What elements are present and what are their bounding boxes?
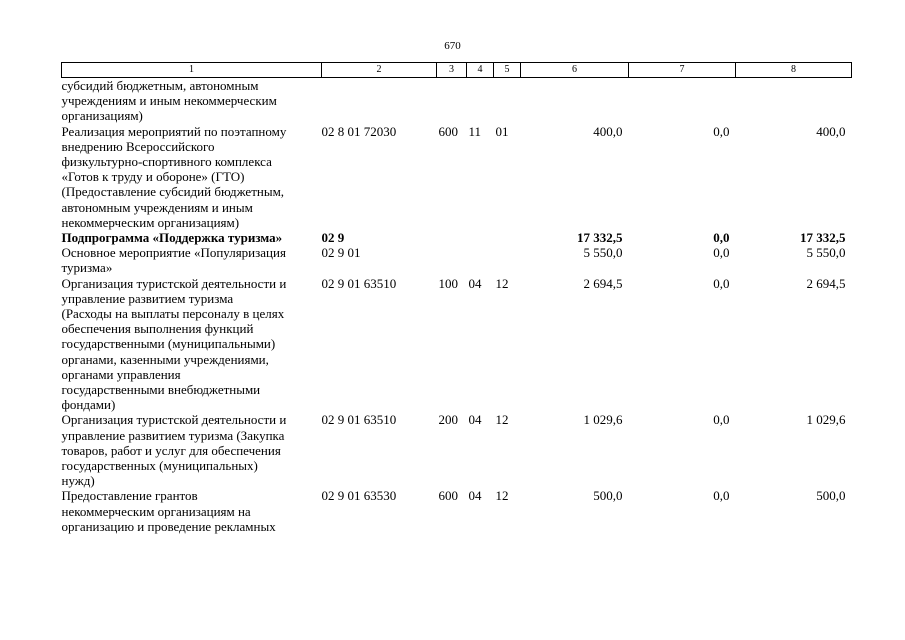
- row-code: 02 8 01 72030: [321, 123, 397, 139]
- row-value-7: 0,0: [713, 123, 730, 139]
- column-header: 1: [62, 63, 322, 78]
- row-section: [467, 245, 494, 275]
- table-row: [62, 230, 852, 245]
- row-name-line: субсидий бюджетным, автономным: [61, 78, 259, 93]
- row-name: [62, 412, 322, 488]
- row-expense-type: 100: [438, 275, 458, 291]
- row-section: [467, 78, 494, 124]
- column-header: 8: [736, 63, 852, 78]
- column-number-header: [62, 63, 852, 78]
- row-subsection: [494, 245, 521, 275]
- row-name-line: (Расходы на выплаты персоналу в целях: [61, 306, 285, 322]
- table-row: [62, 78, 852, 124]
- column-header: 2: [322, 63, 437, 78]
- row-name-line: Организация туристской деятельности и: [61, 412, 287, 428]
- row-subsection: 12: [495, 275, 509, 291]
- row-name-line: обеспечения выполнения функций: [61, 321, 254, 337]
- row-name-line: физкультурно-спортивного комплекса: [61, 154, 272, 170]
- row-value-8: 500,0: [816, 488, 846, 504]
- row-name-line: государственных (муниципальных): [61, 458, 258, 474]
- row-name-line: управление развитием туризма (Закупка: [61, 427, 285, 443]
- table-row: [62, 124, 852, 230]
- budget-table: [61, 62, 852, 534]
- row-value-8: 5 550,0: [806, 245, 846, 261]
- column-header: 7: [629, 63, 736, 78]
- row-code: 02 9 01 63530: [321, 488, 397, 504]
- row-expense-type: [437, 245, 467, 275]
- row-value-7: 0,0: [713, 488, 730, 504]
- row-value-6: 400,0: [593, 123, 623, 139]
- row-name-line: Предоставление грантов: [61, 488, 198, 504]
- row-name-line: некоммерческим организациям на: [61, 503, 251, 519]
- row-name: [62, 488, 322, 534]
- row-name-line: организацию и проведение рекламных: [61, 518, 276, 534]
- row-code: 02 9 01: [321, 245, 361, 261]
- row-value-7: [629, 78, 736, 124]
- row-name-line: Подпрограмма «Поддержка туризма»: [61, 230, 283, 246]
- row-value-8: 2 694,5: [806, 275, 846, 291]
- row-name: [62, 230, 322, 245]
- row-value-6: 500,0: [593, 488, 623, 504]
- row-name: [62, 78, 322, 124]
- table-row: [62, 245, 852, 275]
- row-section: [467, 230, 494, 245]
- row-name-line: Организация туристской деятельности и: [61, 275, 287, 291]
- row-name-line: фондами): [61, 397, 116, 413]
- row-name-line: товаров, работ и услуг для обеспечения: [61, 442, 281, 458]
- column-header: 3: [437, 63, 467, 78]
- row-expense-type: 600: [438, 488, 458, 504]
- row-code: 02 9 01 63510: [321, 275, 397, 291]
- row-section: 04: [468, 275, 482, 291]
- table-row: [62, 276, 852, 413]
- row-name-line: органами управления: [61, 366, 181, 382]
- row-expense-type: 200: [438, 412, 458, 428]
- row-value-6: 5 550,0: [583, 245, 623, 261]
- row-section: 04: [468, 488, 482, 504]
- row-subsection: [494, 78, 521, 124]
- row-code: 02 9: [321, 230, 345, 246]
- row-code: 02 9 01 63510: [321, 412, 397, 428]
- row-name-line: государственными внебюджетными: [61, 382, 261, 398]
- page-number: 670: [444, 40, 461, 52]
- row-expense-type: [437, 230, 467, 245]
- column-header: 5: [494, 63, 521, 78]
- row-subsection: [494, 230, 521, 245]
- row-value-8: 17 332,5: [800, 230, 846, 246]
- row-section: 11: [468, 123, 482, 139]
- row-expense-type: [437, 78, 467, 124]
- row-name: [62, 245, 322, 275]
- row-name-line: туризма»: [61, 260, 113, 276]
- row-name-line: органами, казенными учреждениями,: [61, 351, 269, 367]
- row-value-7: 0,0: [713, 275, 730, 291]
- row-value-8: 400,0: [816, 123, 846, 139]
- row-name-line: автономным учреждениям и иным: [61, 199, 253, 215]
- row-name-line: внедрению Всероссийского: [61, 138, 215, 154]
- row-name-line: учреждениям и иным некоммерческим: [61, 93, 277, 109]
- row-value-6: [521, 78, 629, 124]
- column-header: 6: [521, 63, 629, 78]
- row-value-6: 1 029,6: [583, 412, 623, 428]
- row-expense-type: 600: [438, 123, 458, 139]
- row-name-line: «Готов к труду и обороне» (ГТО): [61, 169, 245, 185]
- table-body: [62, 78, 852, 535]
- row-value-6: 2 694,5: [583, 275, 623, 291]
- row-name-line: организациям): [61, 108, 143, 124]
- row-value-8: [736, 78, 852, 124]
- table-row: [62, 412, 852, 488]
- row-subsection: 12: [495, 488, 509, 504]
- row-value-6: 17 332,5: [577, 230, 623, 246]
- row-name: [62, 124, 322, 230]
- row-value-7: 0,0: [713, 245, 730, 261]
- row-name: [62, 276, 322, 413]
- table-row: [62, 488, 852, 534]
- row-code: [322, 78, 437, 124]
- column-header: 4: [467, 63, 494, 78]
- row-subsection: 12: [495, 412, 509, 428]
- row-name-line: государственными (муниципальными): [61, 336, 276, 352]
- row-value-7: 0,0: [713, 412, 730, 428]
- row-name-line: Реализация мероприятий по поэтапному: [61, 123, 287, 139]
- row-name-line: некоммерческим организациям): [61, 214, 240, 230]
- row-name-line: (Предоставление субсидий бюджетным,: [61, 184, 285, 200]
- row-value-7: 0,0: [713, 230, 730, 246]
- row-name-line: нужд): [61, 473, 95, 489]
- row-name-line: Основное мероприятие «Популяризация: [61, 245, 286, 261]
- row-value-8: 1 029,6: [806, 412, 846, 428]
- row-section: 04: [468, 412, 482, 428]
- row-name-line: управление развитием туризма: [61, 290, 234, 306]
- row-subsection: 01: [495, 123, 509, 139]
